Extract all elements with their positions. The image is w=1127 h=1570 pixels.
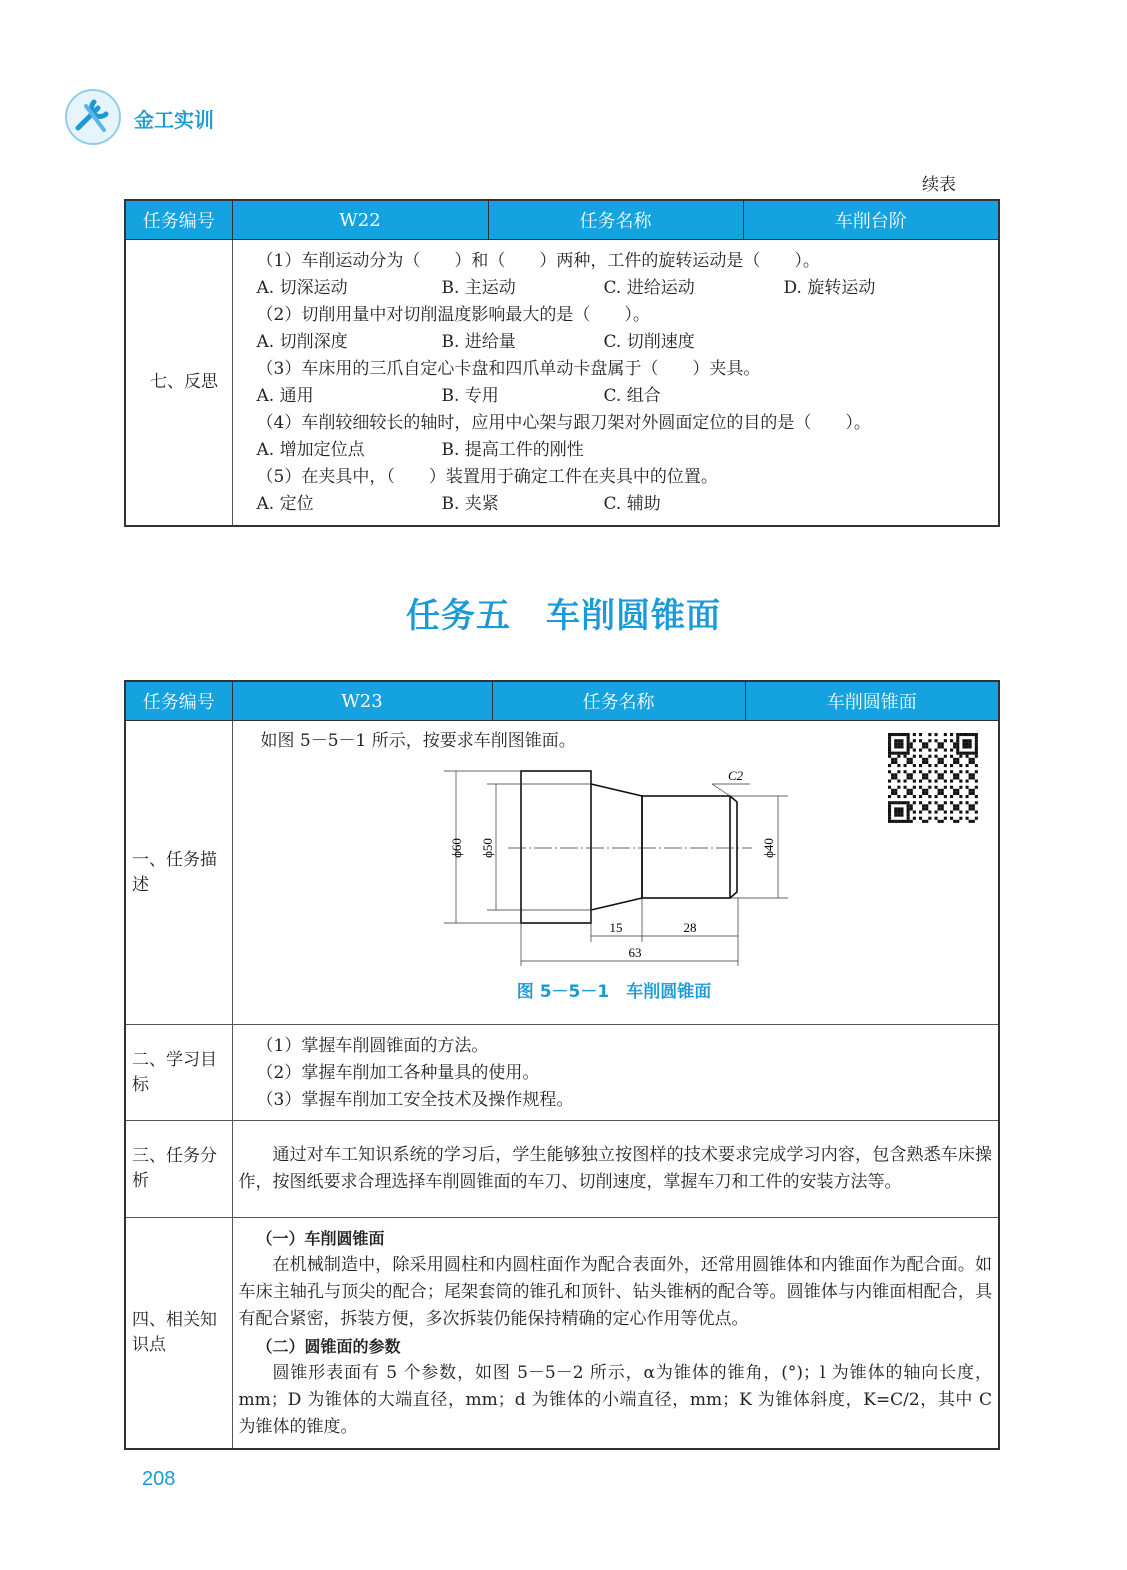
row-label: 一、任务描述	[125, 721, 232, 1025]
book-title: 金工实训	[134, 108, 214, 132]
options-row	[257, 383, 993, 410]
option: B. 提高工件的刚性	[441, 440, 584, 461]
question: （5）在夹具中，（ ）装置用于确定工件在夹具中的位置。	[256, 467, 718, 488]
option: B. 夹紧	[441, 494, 499, 515]
shaft-drawing	[420, 760, 800, 970]
row-label: 四、相关知识点	[125, 1218, 232, 1449]
goals-list	[232, 1025, 999, 1121]
option: A. 定位	[256, 494, 314, 515]
table-header-row	[125, 681, 999, 721]
page-number: 208	[142, 1468, 176, 1490]
option: C. 组合	[603, 386, 661, 407]
task-text: 如图 5－5－1 所示，按要求车削图锥面。	[260, 731, 576, 751]
dim-d40: ϕ40	[761, 838, 776, 858]
options-row	[257, 275, 993, 302]
option: A. 增加定位点	[256, 440, 365, 461]
header-task-no-value: W22	[232, 200, 488, 240]
goal-item: （1）掌握车削圆锥面的方法。	[256, 1036, 489, 1056]
header-task-no-value: W23	[232, 681, 492, 721]
options-row	[257, 329, 993, 356]
dim-28: 28	[683, 920, 697, 935]
continued-label: 续表	[922, 175, 956, 195]
row-label: 二、学习目标	[125, 1025, 232, 1121]
option: C. 切削速度	[603, 332, 695, 353]
options-row	[257, 491, 993, 518]
header-task-no: 任务编号	[125, 200, 232, 240]
option: B. 进给量	[441, 332, 516, 353]
qr-code[interactable]	[888, 733, 978, 823]
option: B. 专用	[441, 386, 499, 407]
option: A. 通用	[256, 386, 314, 407]
table-header-row	[125, 200, 999, 240]
dim-15: 15	[609, 920, 623, 935]
question: （1）车削运动分为（ ）和（ ）两种，工件的旋转运动是（ ）。	[256, 251, 820, 272]
option: D. 旋转运动	[783, 278, 876, 299]
header-task-name: 任务名称	[488, 200, 743, 240]
option: C. 辅助	[603, 494, 661, 515]
question: （4）车削较细较长的轴时，应用中心架与跟刀架对外圆面定位的目的是（ ）。	[256, 413, 871, 434]
question: （2）切削用量中对切削温度影响最大的是（ ）。	[256, 305, 650, 326]
dim-d60: ϕ60	[449, 838, 464, 858]
table-w22	[124, 199, 1000, 527]
header-task-name-value: 车削圆锥面	[745, 681, 999, 721]
section-title: 任务五 车削圆锥面	[406, 596, 721, 636]
reflection-questions	[232, 240, 999, 526]
figure-caption: 图 5－5－1 车削圆锥面	[516, 982, 712, 1002]
header-task-no: 任务编号	[125, 681, 232, 721]
option: A. 切削深度	[256, 332, 348, 353]
knowledge-content	[232, 1218, 999, 1449]
dim-d50: ϕ50	[480, 838, 495, 858]
subheading: （一）车削圆锥面	[256, 1228, 385, 1248]
subheading: （二）圆锥面的参数	[256, 1336, 401, 1356]
paragraph: 在机械制造中，除采用圆柱和内圆柱面作为配合表面外，还常用圆锥体和内锥面作为配合面。如车床主轴孔与顶尖的配合；尾架套筒的锥孔和顶针、钻头锥柄的配合等。圆锥体与内锥面相配合，具有配合紧密，拆装方便，多次拆装仍能保持精确的定心作用等优点。	[238, 1254, 992, 1329]
header-task-name: 任务名称	[492, 681, 745, 721]
row-label: 三、任务分析	[125, 1121, 232, 1218]
dim-chamfer: C2	[728, 768, 744, 783]
row-label: 七、反思	[125, 240, 232, 526]
wrench-logo-icon	[64, 88, 122, 146]
option: B. 主运动	[441, 278, 516, 299]
option: A. 切深运动	[256, 278, 348, 299]
goal-item: （2）掌握车削加工各种量具的使用。	[256, 1063, 540, 1083]
paragraph: 圆锥形表面有 5 个参数，如图 5－5－2 所示，α为锥体的锥角，(°)；l 为锥体的轴向长度，mm；D 为锥体的大端直径，mm；d 为锥体的小端直径，mm；K 为锥体斜度，K=C/2，其中 C 为锥体的锥度。	[238, 1362, 992, 1437]
dim-63: 63	[628, 945, 642, 960]
header-task-name-value: 车削台阶	[743, 200, 999, 240]
options-row	[257, 437, 993, 464]
analysis-text: 通过对车工知识系统的学习后，学生能够独立按图样的技术要求完成学习内容，包含熟悉车床操作，按图纸要求合理选择车削圆锥面的车刀、切削速度，掌握车刀和工件的安装方法等。	[232, 1121, 999, 1218]
goal-item: （3）掌握车削加工安全技术及操作规程。	[256, 1090, 574, 1110]
question: （3）车床用的三爪自定心卡盘和四爪单动卡盘属于（ ）夹具。	[256, 359, 761, 380]
option: C. 进给运动	[603, 278, 695, 299]
